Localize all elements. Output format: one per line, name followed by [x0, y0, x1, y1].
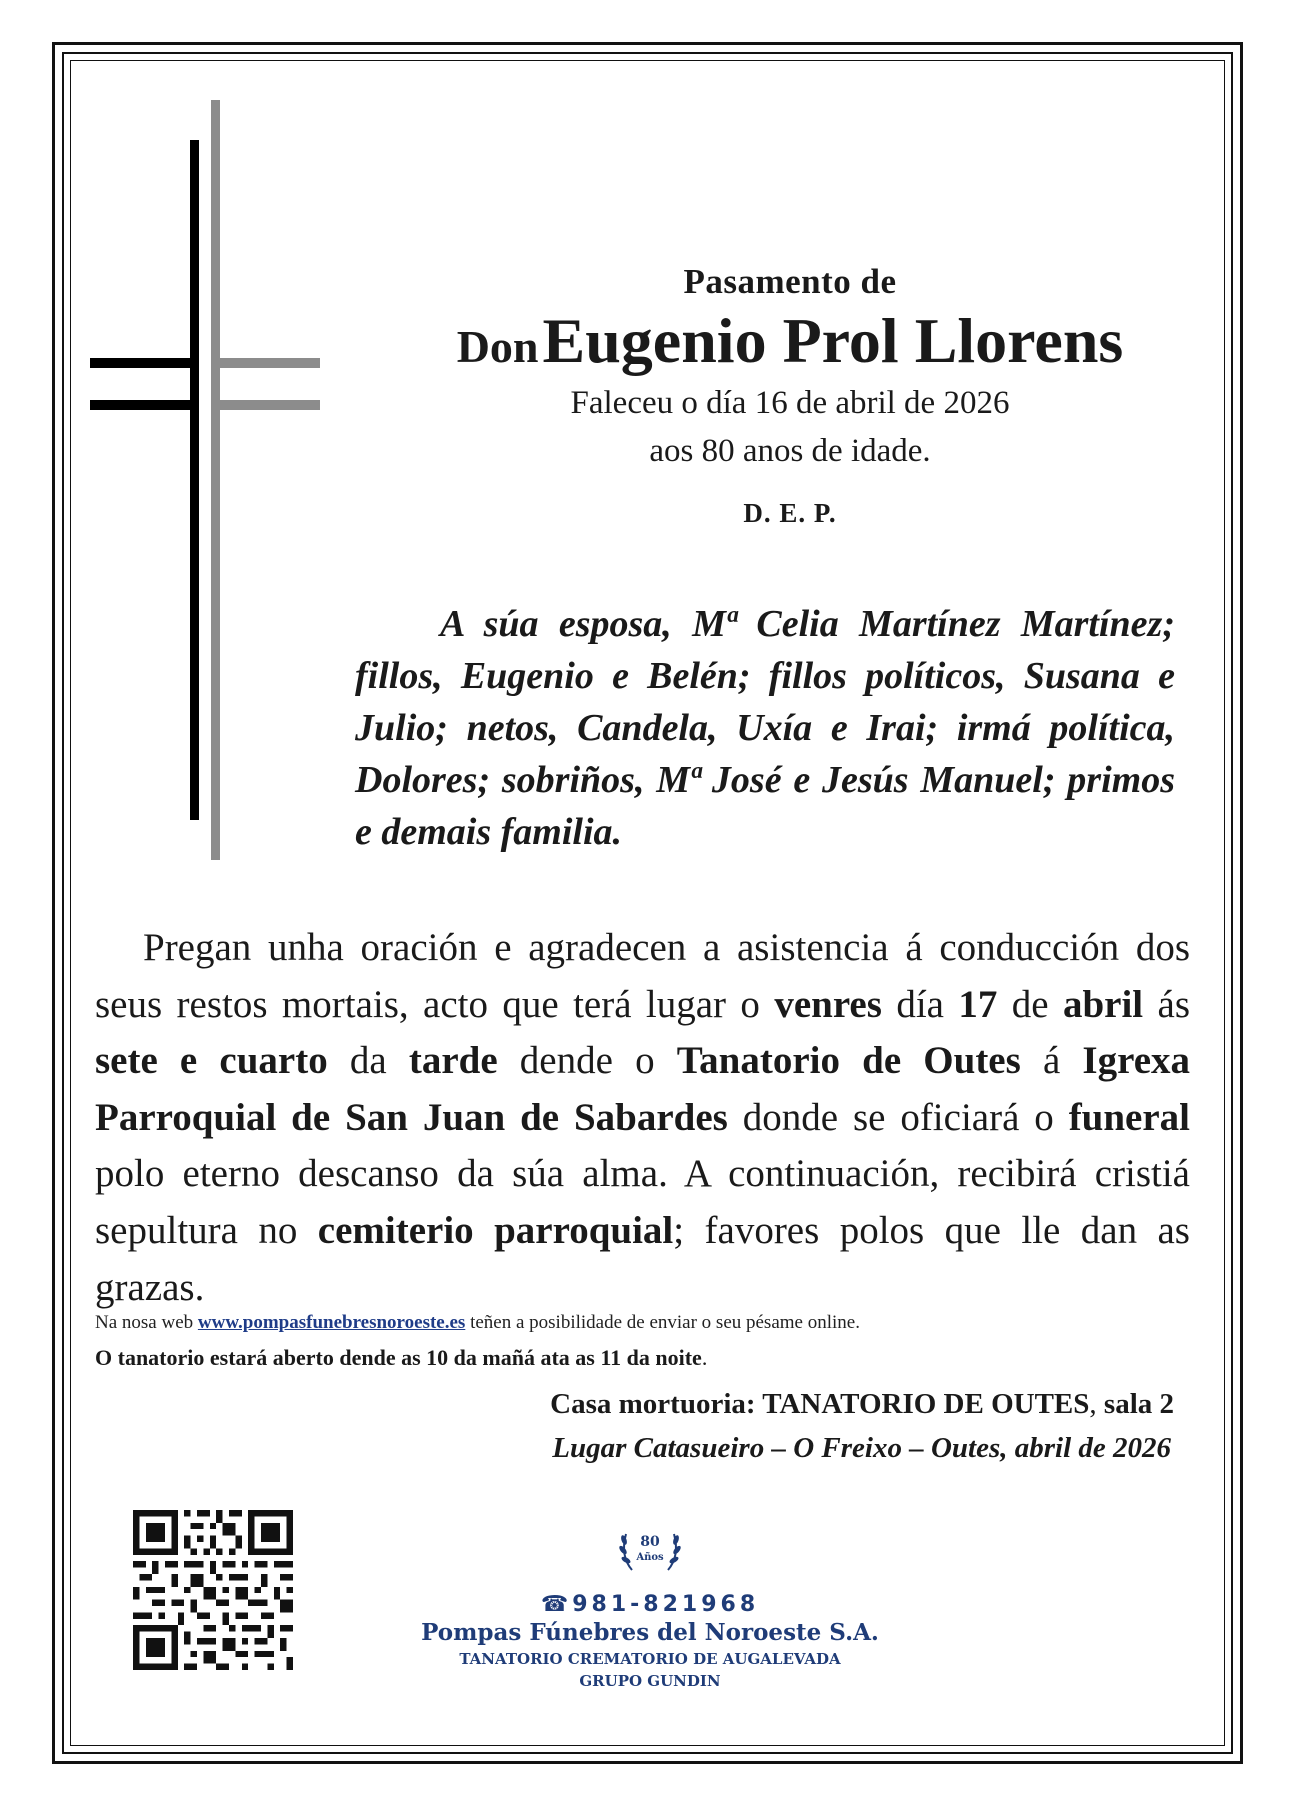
anniversary-seal-icon	[614, 1512, 686, 1584]
name-prefix: Don	[456, 321, 539, 372]
body-segment: donde se oficiará o	[742, 1095, 1054, 1139]
body-segment: á	[1042, 1039, 1061, 1083]
funeral-home-label: Casa mortuoria: TANATORIO DE OUTES	[550, 1388, 1090, 1420]
funeral-home-line	[550, 1388, 1174, 1421]
ceremony-text	[95, 920, 1190, 1316]
age-line: aos 80 anos de idade.	[649, 432, 931, 469]
hours-end: .	[701, 1345, 708, 1370]
phone-line	[420, 1592, 880, 1617]
company-name: Pompas Fúnebres del Noroeste S.A.	[421, 1619, 879, 1646]
body-segment: de	[1011, 982, 1049, 1026]
death-date: Faleceu o día 16 de abril de 2026	[570, 384, 1010, 421]
deceased-name-line	[360, 304, 1220, 378]
ceremony-date: 17	[958, 982, 998, 1026]
ceremony-month: abril	[1062, 982, 1144, 1026]
family-text: A súa esposa, Mª Celia Martínez Martínez; fillos, Eugenio e Belén; fillos políticos, Susana e Julio; netos, Candela, Uxía e Irai; irmá política, Dolores; sobriños, Mª José e Jesús Manuel; primos e demais familia.	[355, 603, 1175, 853]
company-block	[420, 1512, 880, 1690]
company-subtitle: TANATORIO CREMATORIO DE AUGALEVADA	[459, 1650, 841, 1668]
funeral-home-room: sala 2	[1103, 1388, 1174, 1420]
ceremony-origin: Tanatorio de Outes	[676, 1039, 1021, 1083]
ceremony-funeral: funeral	[1068, 1095, 1191, 1139]
qr-code-icon[interactable]	[133, 1510, 293, 1670]
deceased-name: Eugenio Prol Llorens	[542, 305, 1124, 376]
company-group: GRUPO GUNDIN	[579, 1672, 721, 1690]
website-link[interactable]: www.pompasfunebresnoroeste.es	[197, 1312, 466, 1333]
cross-icon	[90, 100, 320, 860]
place-date: Lugar Catasueiro – O Freixo – Outes, abril de 2026	[552, 1432, 1171, 1464]
dep-text: D. E. P.	[743, 497, 837, 528]
pre-title: Pasamento de	[683, 262, 897, 301]
funeral-home-sep: ,	[1089, 1388, 1097, 1420]
web-note-prefix: Na nosa web	[95, 1312, 194, 1333]
body-segment: da	[349, 1039, 387, 1083]
header-block	[360, 262, 1220, 529]
body-segment: día	[896, 982, 944, 1026]
seal-word: Años	[636, 1552, 664, 1563]
web-note	[95, 1310, 1195, 1336]
body-segment: polo eterno descanso da súa alma. A continuación, recibirá cristiá sepultura no	[95, 1152, 1190, 1252]
phone-icon: ☎	[540, 1592, 573, 1617]
hours-text: O tanatorio estará aberto dende as 10 da mañá ata as 11 da noite	[95, 1345, 702, 1370]
phone-number[interactable]: 981-821968	[572, 1592, 760, 1617]
ceremony-church: Igrexa Parroquial de San Juan de Sabardes	[95, 1039, 1191, 1139]
body-segment: ; favores polos que lle dan as grazas.	[95, 1208, 1190, 1309]
ceremony-day: venres	[774, 982, 882, 1026]
ceremony-period: tarde	[408, 1039, 498, 1083]
web-note-suffix: teñen a posibilidade de enviar o seu pésame online.	[470, 1312, 860, 1333]
seal-number: 80	[640, 1534, 660, 1550]
ceremony-cemetery: cemiterio parroquial	[317, 1208, 674, 1252]
hours-note	[95, 1343, 1195, 1373]
body-segment: dende o	[519, 1039, 655, 1083]
body-segment: ás	[1157, 982, 1191, 1026]
body-segment: Pregan unha oración e agradecen a asistencia á conducción dos seus restos mortais, acto que terá lugar o	[95, 926, 1190, 1026]
ceremony-time: sete e cuarto	[95, 1039, 328, 1083]
